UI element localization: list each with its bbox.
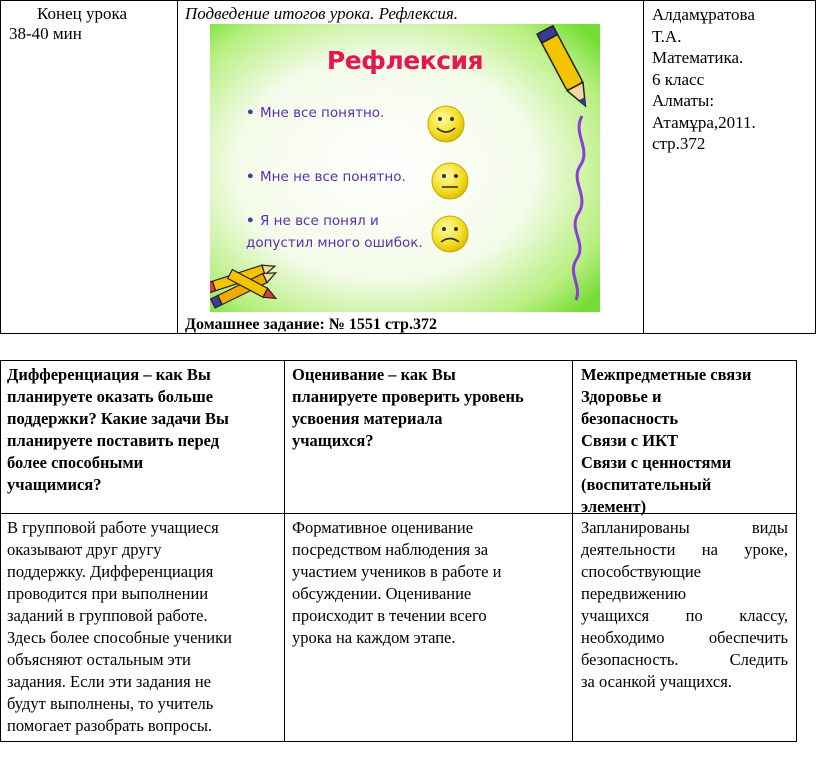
header-line: элемент) — [581, 497, 647, 516]
body-line: происходит в течении всего — [292, 606, 487, 625]
city-line: Алматы: — [652, 91, 715, 110]
stage-label: Конец урока — [37, 4, 128, 23]
differentiation-header — [7, 364, 279, 496]
header-line: учащихся? — [292, 431, 374, 450]
happy-face-icon — [428, 106, 464, 142]
body-line: заданий в групповой работе. — [7, 606, 208, 625]
cross-curricular-text — [581, 517, 788, 693]
reflection-item-not-understood — [246, 210, 423, 254]
slide-heading: Рефлексия — [326, 46, 484, 75]
body-line: участием учеников в работе и — [292, 562, 502, 581]
reflection-item-text: Мне не все понятно. — [260, 169, 406, 185]
header-line: усвоения материала — [292, 409, 443, 428]
reflection-item-text-continued: допустил много ошибок. — [246, 235, 423, 251]
header-line: Связи с ИКТ — [581, 431, 679, 450]
body-line: урока на каждом этапе. — [292, 628, 456, 647]
time-label: 38-40 мин — [9, 24, 82, 43]
reflection-item-text: Я не все понял и — [260, 213, 379, 229]
body-line: поддержку. Дифференциация — [7, 562, 214, 581]
body-line: деятельности на уроке, — [581, 540, 788, 559]
reflection-item-understood — [246, 102, 384, 124]
body-line: В групповой работе учащиеся — [7, 518, 219, 537]
neutral-face-icon — [432, 163, 468, 199]
body-line: задания. Если эти задания не — [7, 672, 211, 691]
assessment-header — [292, 364, 567, 452]
time-cell — [0, 0, 178, 334]
page-line: стр.372 — [652, 134, 706, 153]
bottom-table — [0, 360, 797, 742]
header-line: планируете поставить перед — [7, 431, 220, 450]
body-line: за осанкой учащихся. — [581, 672, 732, 691]
body-line: учащихся по классу, — [581, 606, 788, 625]
assessment-text — [292, 517, 567, 649]
bullet: • — [246, 105, 255, 121]
body-line: посредством наблюдения за — [292, 540, 489, 559]
body-line: способствующие — [581, 562, 701, 581]
reflection-item-partly — [246, 166, 406, 188]
subject-line: Математика. — [652, 48, 744, 67]
header-line: безопасность — [581, 409, 679, 428]
body-line: проводится при выполнении — [7, 584, 209, 603]
header-line: (воспитательный — [581, 475, 712, 494]
grade-line: 6 класс — [652, 69, 705, 89]
body-line: Запланированы виды — [581, 518, 788, 537]
reflection-slide — [210, 24, 600, 312]
body-line: объясняют остальным эти — [7, 650, 191, 669]
body-line: передвижению — [581, 584, 687, 603]
differentiation-text — [7, 517, 279, 737]
body-line: безопасность. Следить — [581, 650, 788, 669]
sad-face-icon — [432, 216, 468, 252]
column-divider — [284, 361, 285, 741]
body-line: обсуждении. Оценивание — [292, 584, 472, 603]
header-line: планируете оказать больше — [7, 387, 214, 406]
activity-title: Подведение итогов урока. Рефлексия. — [185, 4, 459, 23]
header-line: учащимися? — [7, 475, 102, 494]
author-line: Алдамұратова — [652, 5, 755, 24]
header-line: планируете проверить уровень — [292, 387, 524, 406]
bullet: • — [246, 213, 255, 229]
header-line: Связи с ценностями — [581, 453, 732, 472]
resources-cell — [643, 0, 816, 334]
homework-label: Домашнее задание: № 1551 стр.372 — [185, 316, 437, 333]
body-line: Здесь более способные ученики — [7, 628, 232, 647]
header-line: более способными — [7, 453, 144, 472]
header-line: Межпредметные связи — [581, 365, 752, 384]
author-initials-line: Т.А. — [652, 26, 682, 46]
header-line: Дифференциация – как Вы — [7, 365, 211, 384]
body-line: помогает разобрать вопросы. — [7, 716, 213, 735]
header-line: Оценивание – как Вы — [292, 365, 456, 384]
body-line: будут выполнены, то учитель — [7, 694, 214, 713]
body-line: оказывают друг другу — [7, 540, 162, 559]
column-divider — [572, 361, 573, 741]
body-line: Формативное оценивание — [292, 518, 474, 537]
header-line: поддержки? Какие задачи Вы — [7, 409, 229, 428]
body-line: необходимо обеспечить — [581, 628, 788, 647]
bullet: • — [246, 169, 255, 185]
publisher-line: Атамұра,2011. — [652, 112, 756, 132]
cross-curricular-header — [581, 364, 791, 518]
reflection-item-text: Мне все понятно. — [260, 105, 385, 121]
header-line: Здоровье и — [581, 387, 662, 406]
